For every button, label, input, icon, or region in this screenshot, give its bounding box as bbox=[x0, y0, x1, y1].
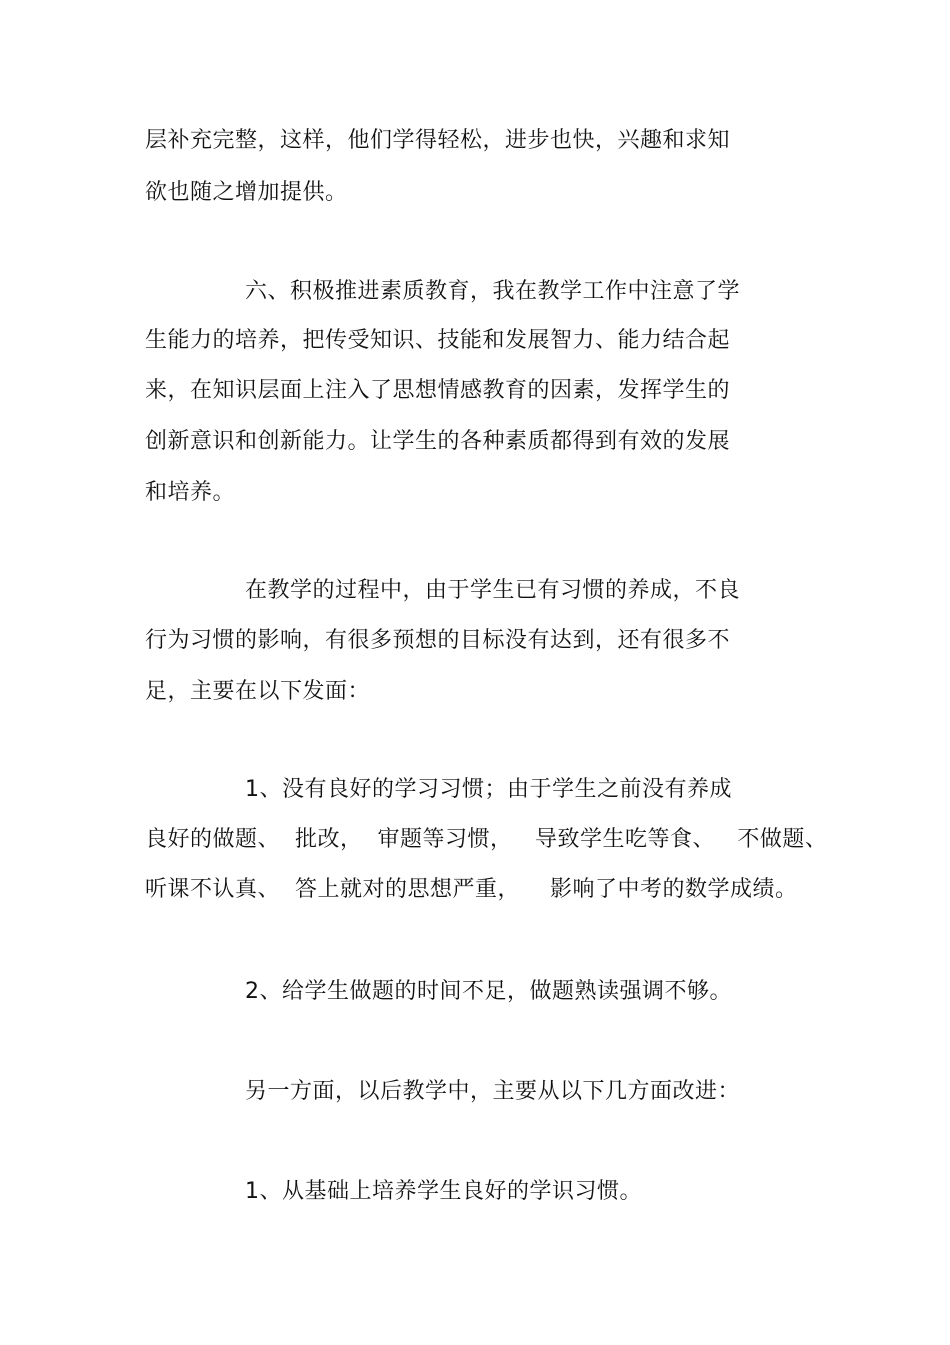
text-line: 欲也随之增加提供。 bbox=[145, 180, 348, 205]
text-line: 在教学的过程中，由于学生已有习惯的养成，不良 bbox=[245, 578, 741, 603]
text-line: 听课不认真、 答上就对的思想严重， 影响了中考的数学成绩。 bbox=[145, 877, 798, 902]
text-line: 和培养。 bbox=[145, 480, 236, 505]
text-line: 2、给学生做题的时间不足，做题熟读强调不够。 bbox=[245, 979, 732, 1004]
text-line: 1、从基础上培养学生良好的学识习惯。 bbox=[245, 1179, 642, 1204]
text-line: 另一方面，以后教学中，主要从以下几方面改进： bbox=[245, 1079, 741, 1104]
text-line: 层补充完整，这样，他们学得轻松，进步也快，兴趣和求知 bbox=[145, 128, 731, 153]
text-line: 1、没有良好的学习习惯；由于学生之前没有养成 bbox=[245, 777, 732, 802]
text-line: 良好的做题、 批改， 审题等习惯， 导致学生吃等食、 不做题、 bbox=[145, 827, 828, 852]
text-line: 行为习惯的影响，有很多预想的目标没有达到，还有很多不 bbox=[145, 628, 731, 653]
text-line: 创新意识和创新能力。让学生的各种素质都得到有效的发展 bbox=[145, 429, 731, 454]
text-line: 来，在知识层面上注入了思想情感教育的因素，发挥学生的 bbox=[145, 378, 731, 403]
text-line: 六、积极推进素质教育，我在教学工作中注意了学 bbox=[245, 279, 741, 304]
text-line: 生能力的培养，把传受知识、技能和发展智力、能力结合起 bbox=[145, 328, 731, 353]
text-line: 足，主要在以下发面： bbox=[145, 679, 371, 704]
